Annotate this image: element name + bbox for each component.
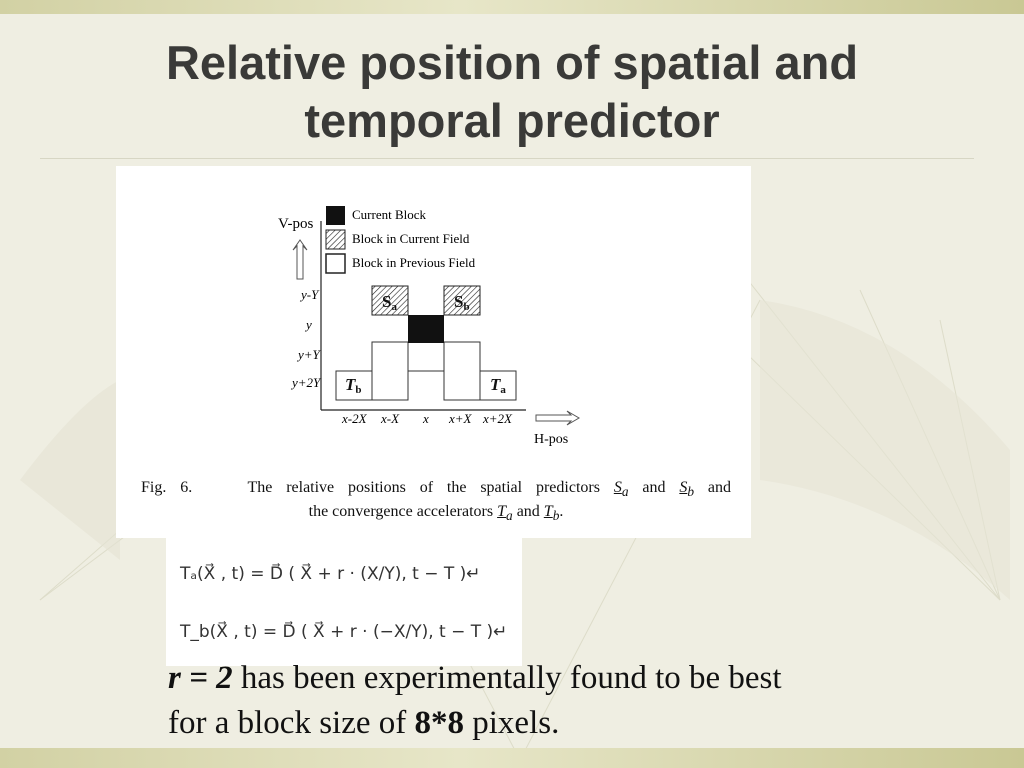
title-divider [40, 158, 974, 159]
legend-current-block: Current Block [352, 207, 427, 222]
x-label-x-plus-X: x+X [449, 411, 472, 426]
body-line-1: r = 2 has been experimentally found to be best [168, 660, 782, 696]
x-label-x: x [423, 411, 429, 426]
block-label-tb: Tb [345, 375, 362, 396]
caption-line-1: Fig. 6. The relative positions of the spatial predictors $S_a$ and $S_b$ and [141, 479, 731, 500]
figure-caption [141, 478, 731, 526]
equation-ta: Tₐ(X⃗ , t) = D⃗ ( X⃗ + r · (X/Y), t − T )↵ [180, 564, 481, 584]
legend-swatch-previous-field [326, 254, 345, 273]
title-line-2: temporal predictor [304, 94, 720, 147]
legend-swatch-current-field [326, 230, 345, 249]
v-arrow-icon [293, 240, 307, 279]
x-label-x-minus-X: x-X [381, 411, 400, 426]
legend-block-current-field: Block in Current Field [352, 231, 470, 246]
h-axis-label: H-pos [534, 432, 569, 447]
y-label-y-plus-Y: y+Y [298, 347, 320, 362]
title-line-1: Relative position of spatial and [165, 36, 859, 89]
block-label-sb: Sb [454, 292, 470, 313]
body-paragraph [168, 656, 928, 746]
x-label-x-plus-2X: x+2X [483, 411, 512, 426]
caption-line-2: the convergence accelerators $T_a$ and $T_b$. [308, 503, 564, 524]
y-label-y-plus-2Y: y+2Y [292, 375, 321, 390]
h-arrow-icon [536, 411, 579, 425]
y-label-y-minus-Y: y-Y [301, 287, 319, 302]
bottom-decorative-band [0, 748, 1024, 768]
equations-box [166, 538, 522, 666]
x-label-x-minus-2X: x-2X [342, 411, 367, 426]
predictor-figure [116, 166, 751, 538]
block-label-ta: Ta [490, 375, 506, 396]
previous-field-outline [336, 342, 516, 400]
equation-tb: T_b(X⃗ , t) = D⃗ ( X⃗ + r · (−X/Y), t − T )↵ [180, 622, 508, 642]
block-current [408, 315, 444, 343]
legend-swatch-current [326, 206, 345, 225]
y-label-y: y [306, 317, 312, 332]
body-line-2: for a block size of 8*8 pixels. [168, 705, 560, 741]
v-axis-label: V-pos [278, 216, 314, 232]
legend-block-previous-field: Block in Previous Field [352, 255, 476, 270]
block-label-sa: Sa [382, 292, 397, 313]
slide-title [60, 34, 964, 150]
